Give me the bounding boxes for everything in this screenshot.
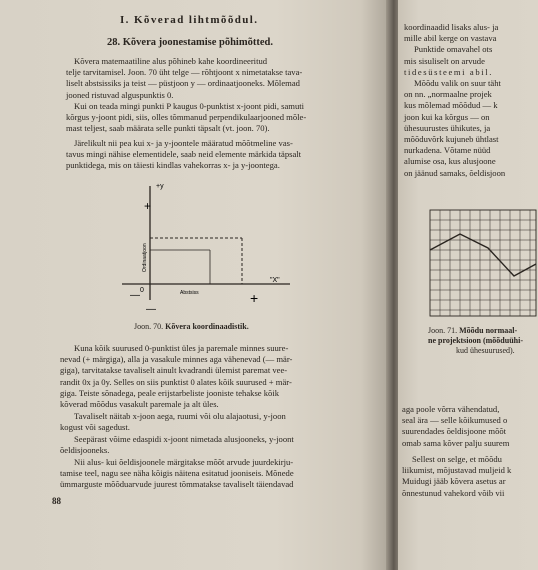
text-line: tamise teel, nagu see näha kõigis näitena esitatud jooniseis. Mõnede	[60, 468, 294, 479]
text-line: koordinaadid lisaks alus- ja	[404, 22, 499, 32]
text-line: alumise osa, kus alusjoone	[404, 156, 496, 167]
plus-y-sign: +	[144, 199, 152, 213]
paragraph-7	[60, 457, 294, 491]
text-line: telje tarvitamisel. Joon. 70 üht telge — rõhtjoont x nimetatakse tava-	[66, 67, 303, 78]
caption-number: Joon. 70.	[134, 322, 164, 331]
paragraph-6	[60, 434, 294, 456]
text-line: Mõõdu valik on suur täht	[414, 78, 501, 89]
text-line: tavus mingi nähise elementidele, saab neid elemente märkida täpsalt	[66, 149, 302, 160]
text-line: aga poole võrra vähendatud,	[402, 404, 500, 414]
text-line: giga), tarvitatakse tavaliselt ainult kvadrandi ülemist paremat vee-	[60, 365, 288, 376]
chapter-title: I. Kõverad lihtmõõdul.	[120, 14, 259, 26]
text-line: mast teljest, saab määrata selle punkti täpsalt (vt. joon. 70).	[66, 123, 270, 134]
text-line: liikumist, mõjustavad muljeid k	[402, 465, 512, 476]
x-axis-label: Abstsiss	[180, 290, 199, 296]
text-line: seal ära — selle kõikumused o	[402, 415, 508, 426]
right-text-top	[404, 22, 505, 179]
text-line: õnnestunud vahekord võib vii	[402, 487, 505, 498]
caption-text: Mõõdu normaal-	[459, 326, 518, 335]
text-line: Kui on teada mingi punkti P kaugus 0-punktist x-joont pidi, samuti	[74, 101, 305, 111]
text-line: Seepärast võime edaspidi x-joont nimetada alusjooneks, y-joont	[74, 434, 294, 444]
text-line: Kuna kõik suurused 0-punktist üles ja paremale minnes suure-	[74, 343, 289, 353]
text-line: tidesüsteemi abil.	[404, 66, 493, 77]
text-line: Järelikult nii pea kui x- ja y-joontele määratud mõõtmeline vas-	[74, 138, 293, 148]
right-text-last	[402, 454, 511, 499]
text-line: liselt abstsissiks ja teist — püstjoon y — ordinaatjooneks. Mõlemad	[66, 78, 300, 89]
text-line: joon kui ka kõrgus — on	[404, 111, 490, 122]
minus-x-sign: —	[130, 290, 140, 301]
text-line: kogust või sagedust.	[60, 422, 130, 433]
caption-text: kud ühesuurused).	[456, 346, 515, 355]
text-line: on nn. „normaalne projek	[404, 89, 492, 100]
projection-grid-figure	[428, 208, 538, 318]
y-axis-label: Ordinaatjoon	[142, 243, 148, 272]
text-line: mille abil kerge on vastava	[404, 33, 497, 44]
text-line: nurkadena. Võtame nüüd	[404, 145, 491, 156]
text-line: jooned ristuvad alguspunktis 0.	[66, 89, 174, 100]
y-top-label: +y	[156, 183, 164, 190]
text-line: on jäänud samaks, õeldisjoon	[404, 167, 506, 178]
page-number: 88	[52, 496, 61, 506]
plus-x-sign: +	[250, 290, 259, 306]
section-title: 28. Kõvera joonestamise põhimõtted.	[107, 37, 273, 48]
text-line: kõrgus y-joont pidi, siis, olles tõmmanud perpendikulaarjooned mõle-	[66, 112, 307, 123]
paragraph-3	[66, 138, 301, 172]
paragraph-4	[60, 343, 292, 410]
paragraph-5	[60, 411, 286, 433]
text-line: ümmarguste mõõduarvude juurest tõmmatakse tavaliselt täiendavad	[60, 479, 294, 490]
x-axis-end-label: "X"	[270, 277, 280, 284]
text-line: mõõduvõrk kujuneb ühtlast	[404, 134, 499, 145]
paragraph-2	[66, 101, 306, 135]
caption-number: Joon. 71.	[428, 326, 458, 335]
text-line: Muidugi jääb kõvera asetus ar	[402, 476, 506, 487]
text-line: omab sama kõver palju suurem	[402, 437, 510, 448]
text-line: Punktide omavahel ots	[414, 44, 493, 55]
minus-y-sign: —	[146, 304, 156, 315]
text-line: punktidega, mis on täiesti kindlas vahekorras x- ja y-joontega.	[66, 160, 280, 171]
figure-71-caption	[428, 326, 523, 356]
text-line: kõverad mõõdus vasakult paremale ja alt üles.	[60, 399, 219, 410]
coordinate-figure	[110, 176, 310, 316]
text-line: nevad (+ märgiga), alla ja vasakule minnes aga vähenevad (— mär-	[60, 354, 293, 365]
text-line: Sellest on selge, et mõõdu	[412, 454, 502, 464]
text-line: Nii alus- kui õeldisjoonele märgitakse mõõt arvude juurdekirju-	[74, 457, 294, 467]
paragraph-1	[66, 56, 302, 101]
text-line: kus mõlemad mõõdud — k	[404, 100, 498, 111]
origin-label: 0	[140, 287, 144, 294]
text-line: mis sisuliselt on arvude	[404, 55, 485, 66]
text-line: Kõvera matemaatiline alus põhineb kahe koordineeritud	[74, 56, 268, 66]
text-line: õeldisjooneks.	[60, 445, 110, 456]
right-text-bottom	[402, 404, 509, 449]
right-page	[398, 0, 538, 570]
text-line: Tavaliselt näitab x-joon aega, ruumi või olu alajaotusi, y-joon	[74, 411, 286, 421]
figure-70-caption	[134, 322, 249, 331]
text-line: randit 0x ja 0y. Selles on siis punktist 0 alates kõik suurused + mär-	[60, 376, 292, 387]
caption-text: Kõvera koordinaadistik.	[165, 322, 249, 331]
text-line: ühesuurustes ühikutes, ja	[404, 122, 491, 133]
caption-text: ne projektsioon (mõõduühi-	[428, 336, 523, 345]
text-line: suurendades õeldisjoone mõõt	[402, 426, 507, 437]
text-line: giga. Teiste sõnadega, peale erijstarbeliste jooniste tehakse kõik	[60, 387, 280, 398]
